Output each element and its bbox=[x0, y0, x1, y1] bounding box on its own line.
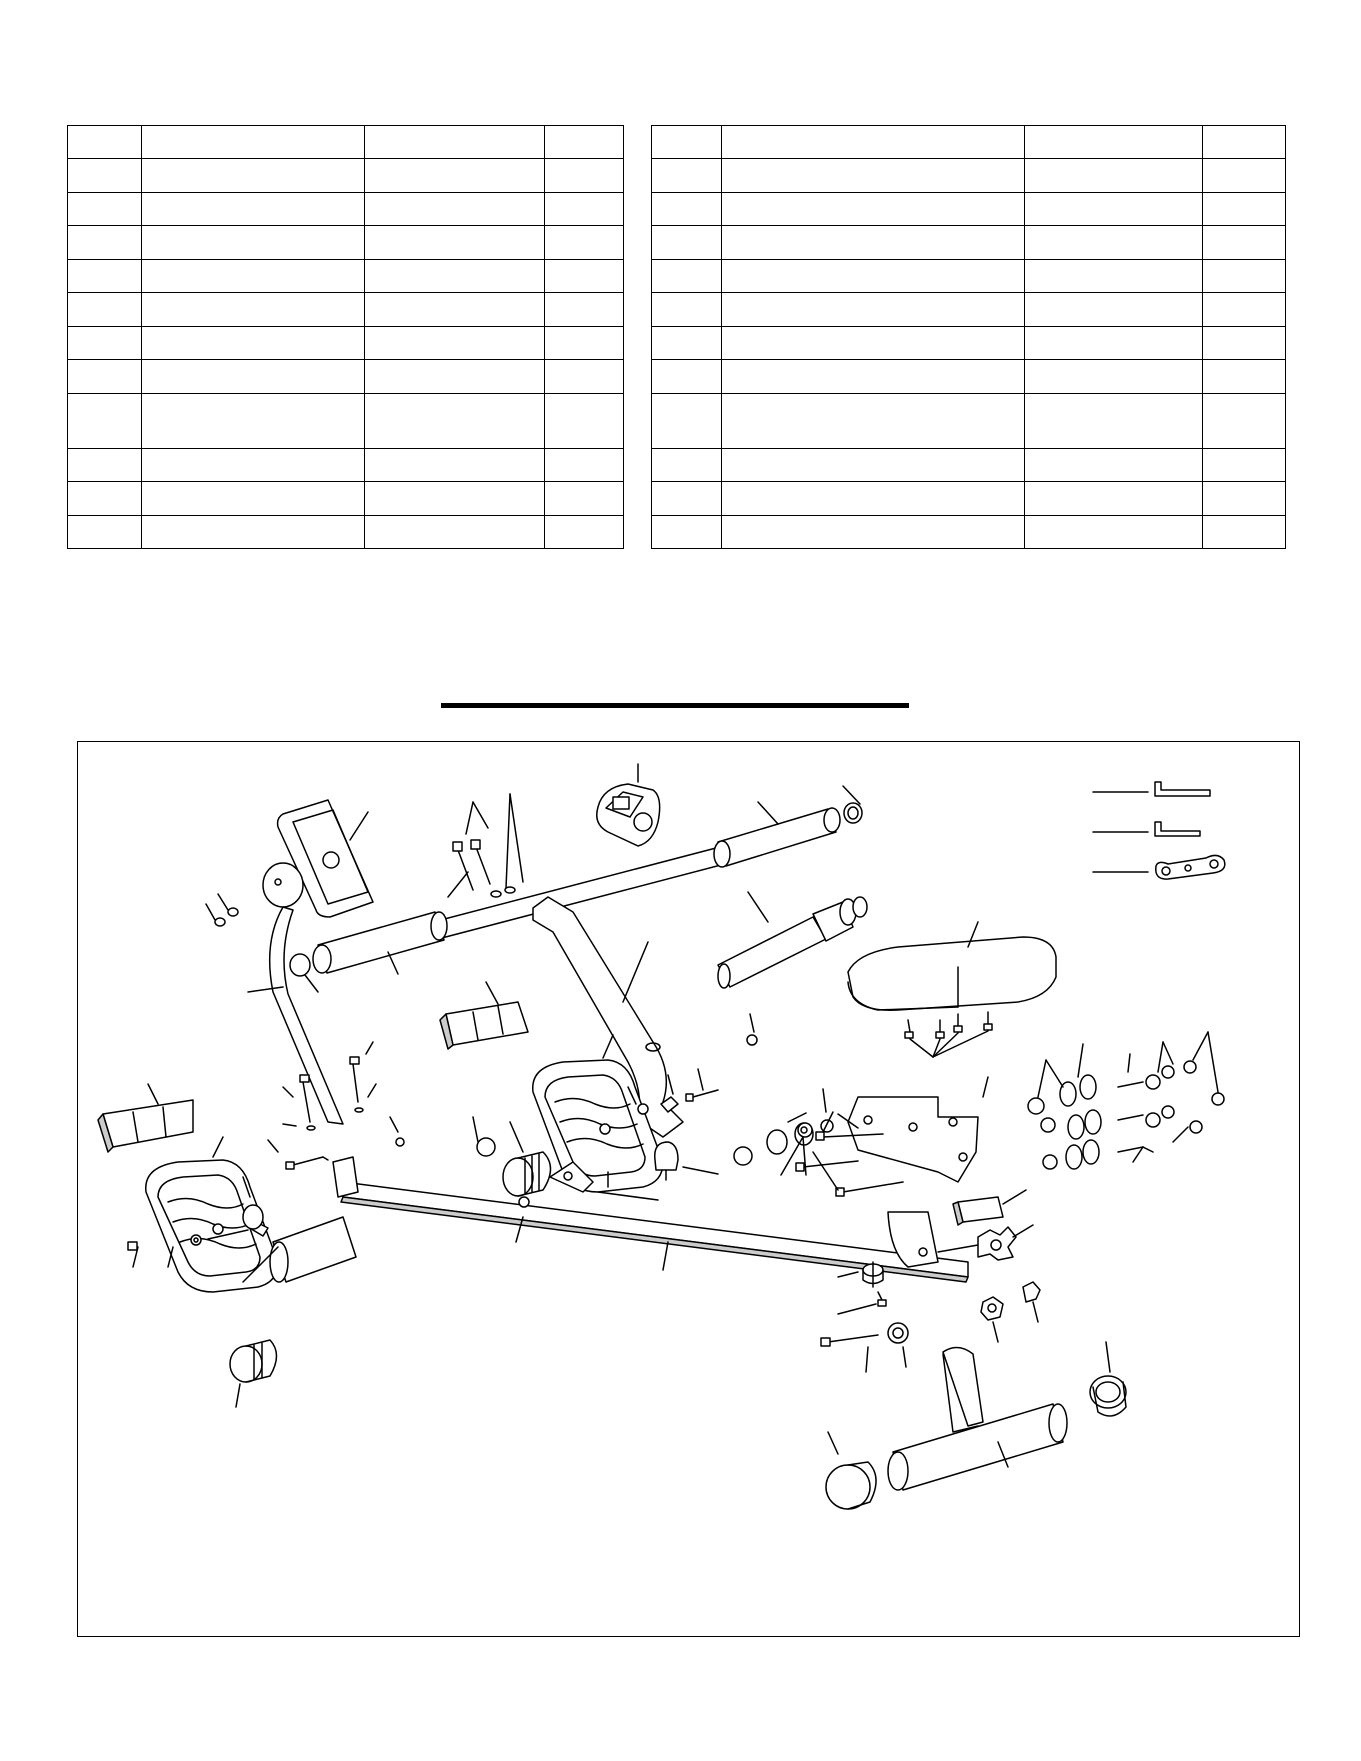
parts-table-left-cell bbox=[142, 394, 365, 449]
parts-table-right-cell bbox=[722, 449, 1025, 482]
parts-table-left-cell bbox=[68, 159, 142, 193]
parts-table-right-cell bbox=[722, 482, 1025, 516]
parts-table-right-cell bbox=[1203, 260, 1286, 293]
parts-table-right-cell bbox=[652, 449, 722, 482]
parts-table-left-cell bbox=[365, 449, 545, 482]
parts-table-right-cell bbox=[1025, 159, 1203, 193]
parts-table-right-cell bbox=[652, 226, 722, 260]
parts-table-right-cell bbox=[1025, 482, 1203, 516]
end-cap-right-icon bbox=[843, 786, 862, 823]
parts-table-left-row bbox=[68, 226, 624, 260]
parts-table-right-row bbox=[652, 159, 1286, 193]
parts-table-right-cell bbox=[1025, 126, 1203, 159]
parts-table-left-cell bbox=[545, 516, 624, 549]
parts-table-left-cell bbox=[545, 482, 624, 516]
parts-table-right-cell bbox=[1025, 293, 1203, 327]
parts-table-left-cell bbox=[68, 327, 142, 360]
parts-table-left-cell bbox=[68, 193, 142, 226]
parts-table-right-cell bbox=[1203, 293, 1286, 327]
parts-table-left-row bbox=[68, 449, 624, 482]
parts-table-left-cell bbox=[68, 360, 142, 394]
parts-table-right-cell bbox=[652, 126, 722, 159]
parts-table-left-cell bbox=[68, 260, 142, 293]
parts-table-right-cell bbox=[652, 482, 722, 516]
parts-table-right bbox=[651, 125, 1286, 549]
parts-table-left-row bbox=[68, 293, 624, 327]
parts-table-right-cell bbox=[1203, 159, 1286, 193]
parts-table-right-cell bbox=[722, 226, 1025, 260]
parts-table-left-row bbox=[68, 327, 624, 360]
parts-table-right-cell bbox=[1203, 226, 1286, 260]
parts-table-left-row bbox=[68, 360, 624, 394]
handlebar-bolts-icon bbox=[453, 794, 523, 897]
monitor-icon bbox=[597, 764, 660, 846]
parts-table-left-cell bbox=[142, 293, 365, 327]
carriage-wheels-icon bbox=[1028, 1032, 1224, 1169]
parts-table-right-cell bbox=[1203, 126, 1286, 159]
parts-table-left-cell bbox=[365, 327, 545, 360]
parts-table-left-cell bbox=[365, 193, 545, 226]
foam-grip-right-icon bbox=[714, 802, 840, 867]
parts-table-left-cell bbox=[68, 226, 142, 260]
parts-table-left-cell bbox=[68, 293, 142, 327]
parts-table-right-cell bbox=[1025, 226, 1203, 260]
parts-table-left-cell bbox=[142, 193, 365, 226]
parts-table-left-cell bbox=[142, 360, 365, 394]
parts-table-right-cell bbox=[1025, 360, 1203, 394]
parts-table-left-row bbox=[68, 193, 624, 226]
parts-table-right-cell bbox=[1025, 449, 1203, 482]
allen-wrench-long-icon bbox=[1093, 782, 1210, 796]
parts-table-right-cell bbox=[1203, 327, 1286, 360]
parts-table-right-cell bbox=[722, 193, 1025, 226]
combination-wrench-icon bbox=[1093, 855, 1225, 879]
parts-table-left-cell bbox=[545, 226, 624, 260]
parts-table-right-cell bbox=[722, 360, 1025, 394]
parts-table-left-cell bbox=[142, 449, 365, 482]
parts-table-right-cell bbox=[722, 394, 1025, 449]
parts-table-right-cell bbox=[652, 327, 722, 360]
parts-table-left-cell bbox=[142, 226, 365, 260]
parts-table-right-cell bbox=[1203, 193, 1286, 226]
parts-table-left-cell bbox=[365, 226, 545, 260]
parts-table-left-cell bbox=[365, 293, 545, 327]
parts-table-left-cell bbox=[365, 516, 545, 549]
parts-table-right-cell bbox=[1025, 327, 1203, 360]
parts-table-right-cell bbox=[1025, 193, 1203, 226]
parts-table-right-cell bbox=[652, 159, 722, 193]
stabilizer-end-cap-left-icon bbox=[826, 1432, 876, 1509]
parts-table-left-cell bbox=[365, 482, 545, 516]
foam-grip-left-icon bbox=[313, 912, 447, 974]
parts-table-left-cell bbox=[68, 449, 142, 482]
parts-table-left-cell bbox=[365, 260, 545, 293]
parts-table-left-cell bbox=[545, 260, 624, 293]
parts-table-left-cell bbox=[68, 126, 142, 159]
parts-table-left-cell bbox=[365, 126, 545, 159]
parts-table-left-row bbox=[68, 394, 624, 449]
seat-carriage-icon bbox=[796, 1077, 988, 1196]
parts-table-left-cell bbox=[68, 482, 142, 516]
parts-table-left-cell bbox=[142, 126, 365, 159]
parts-table-right-cell bbox=[722, 126, 1025, 159]
parts-table-left-cell bbox=[545, 360, 624, 394]
rear-stabilizer-icon bbox=[888, 1347, 1067, 1490]
exploded-view-diagram bbox=[77, 741, 1300, 1637]
parts-table-right-row bbox=[652, 293, 1286, 327]
parts-table-right-cell bbox=[1025, 260, 1203, 293]
stabilizer-end-cap-right-icon bbox=[1090, 1342, 1126, 1416]
parts-table-right-row bbox=[652, 482, 1286, 516]
parts-table-left-cell bbox=[142, 260, 365, 293]
parts-table-right-cell bbox=[1025, 394, 1203, 449]
parts-table-right-cell bbox=[652, 293, 722, 327]
parts-table-right-cell bbox=[722, 327, 1025, 360]
parts-table-left-cell bbox=[545, 449, 624, 482]
parts-table-left-cell bbox=[545, 126, 624, 159]
parts-table-left-cell bbox=[545, 193, 624, 226]
parts-table-left bbox=[67, 125, 624, 549]
resistance-cylinder-icon bbox=[718, 892, 867, 988]
knob-icon bbox=[938, 1225, 1033, 1260]
parts-table-left-cell bbox=[142, 327, 365, 360]
parts-table-right-row bbox=[652, 360, 1286, 394]
parts-table-left-row bbox=[68, 260, 624, 293]
parts-table-left-cell bbox=[545, 327, 624, 360]
parts-table-right-cell bbox=[1203, 482, 1286, 516]
parts-table-right-cell bbox=[722, 293, 1025, 327]
parts-table-left-cell bbox=[545, 394, 624, 449]
parts-table-right-cell bbox=[1203, 449, 1286, 482]
rear-hardware-icon bbox=[821, 1262, 1040, 1372]
parts-table-right-row bbox=[652, 193, 1286, 226]
parts-table-right-cell bbox=[1203, 516, 1286, 549]
exploded-view-title-rule bbox=[441, 703, 909, 708]
parts-table-right-cell bbox=[722, 516, 1025, 549]
parts-table-right-cell bbox=[652, 516, 722, 549]
parts-table-right-cell bbox=[1203, 360, 1286, 394]
parts-table-left-row bbox=[68, 126, 624, 159]
handle-post-icon bbox=[248, 907, 343, 1124]
parts-table-right-cell bbox=[652, 260, 722, 293]
parts-table-right-row bbox=[652, 260, 1286, 293]
parts-table-right-row bbox=[652, 449, 1286, 482]
parts-table-left-cell bbox=[365, 394, 545, 449]
parts-table-right-row bbox=[652, 226, 1286, 260]
allen-wrench-short-icon bbox=[1093, 822, 1200, 836]
parts-table-right-cell bbox=[652, 394, 722, 449]
parts-table-right-row bbox=[652, 126, 1286, 159]
parts-table-right-row bbox=[652, 394, 1286, 449]
parts-table-right-row bbox=[652, 516, 1286, 549]
footplate-cover-left-icon bbox=[98, 1084, 193, 1152]
parts-table-left-cell bbox=[68, 516, 142, 549]
parts-table-right-cell bbox=[722, 159, 1025, 193]
parts-table-right-cell bbox=[1203, 394, 1286, 449]
parts-table-left-cell bbox=[545, 293, 624, 327]
parts-table-left-cell bbox=[142, 159, 365, 193]
parts-table-right-cell bbox=[652, 360, 722, 394]
parts-table-left-cell bbox=[365, 159, 545, 193]
parts-table-left-cell bbox=[68, 394, 142, 449]
roller-rear-icon bbox=[230, 1340, 277, 1407]
parts-table-left-cell bbox=[142, 516, 365, 549]
seat-icon bbox=[848, 922, 1056, 1057]
parts-table-left-cell bbox=[545, 159, 624, 193]
parts-table-right-cell bbox=[1025, 516, 1203, 549]
parts-table-left-cell bbox=[365, 360, 545, 394]
parts-table-right-row bbox=[652, 327, 1286, 360]
parts-table-right-cell bbox=[722, 260, 1025, 293]
footplate-cover-right-icon bbox=[440, 982, 528, 1049]
parts-table-left-row bbox=[68, 159, 624, 193]
parts-table-left-row bbox=[68, 516, 624, 549]
roller-front-icon bbox=[503, 1122, 551, 1196]
parts-table-left-cell bbox=[142, 482, 365, 516]
parts-table-right-cell bbox=[652, 193, 722, 226]
parts-table-left-row bbox=[68, 482, 624, 516]
